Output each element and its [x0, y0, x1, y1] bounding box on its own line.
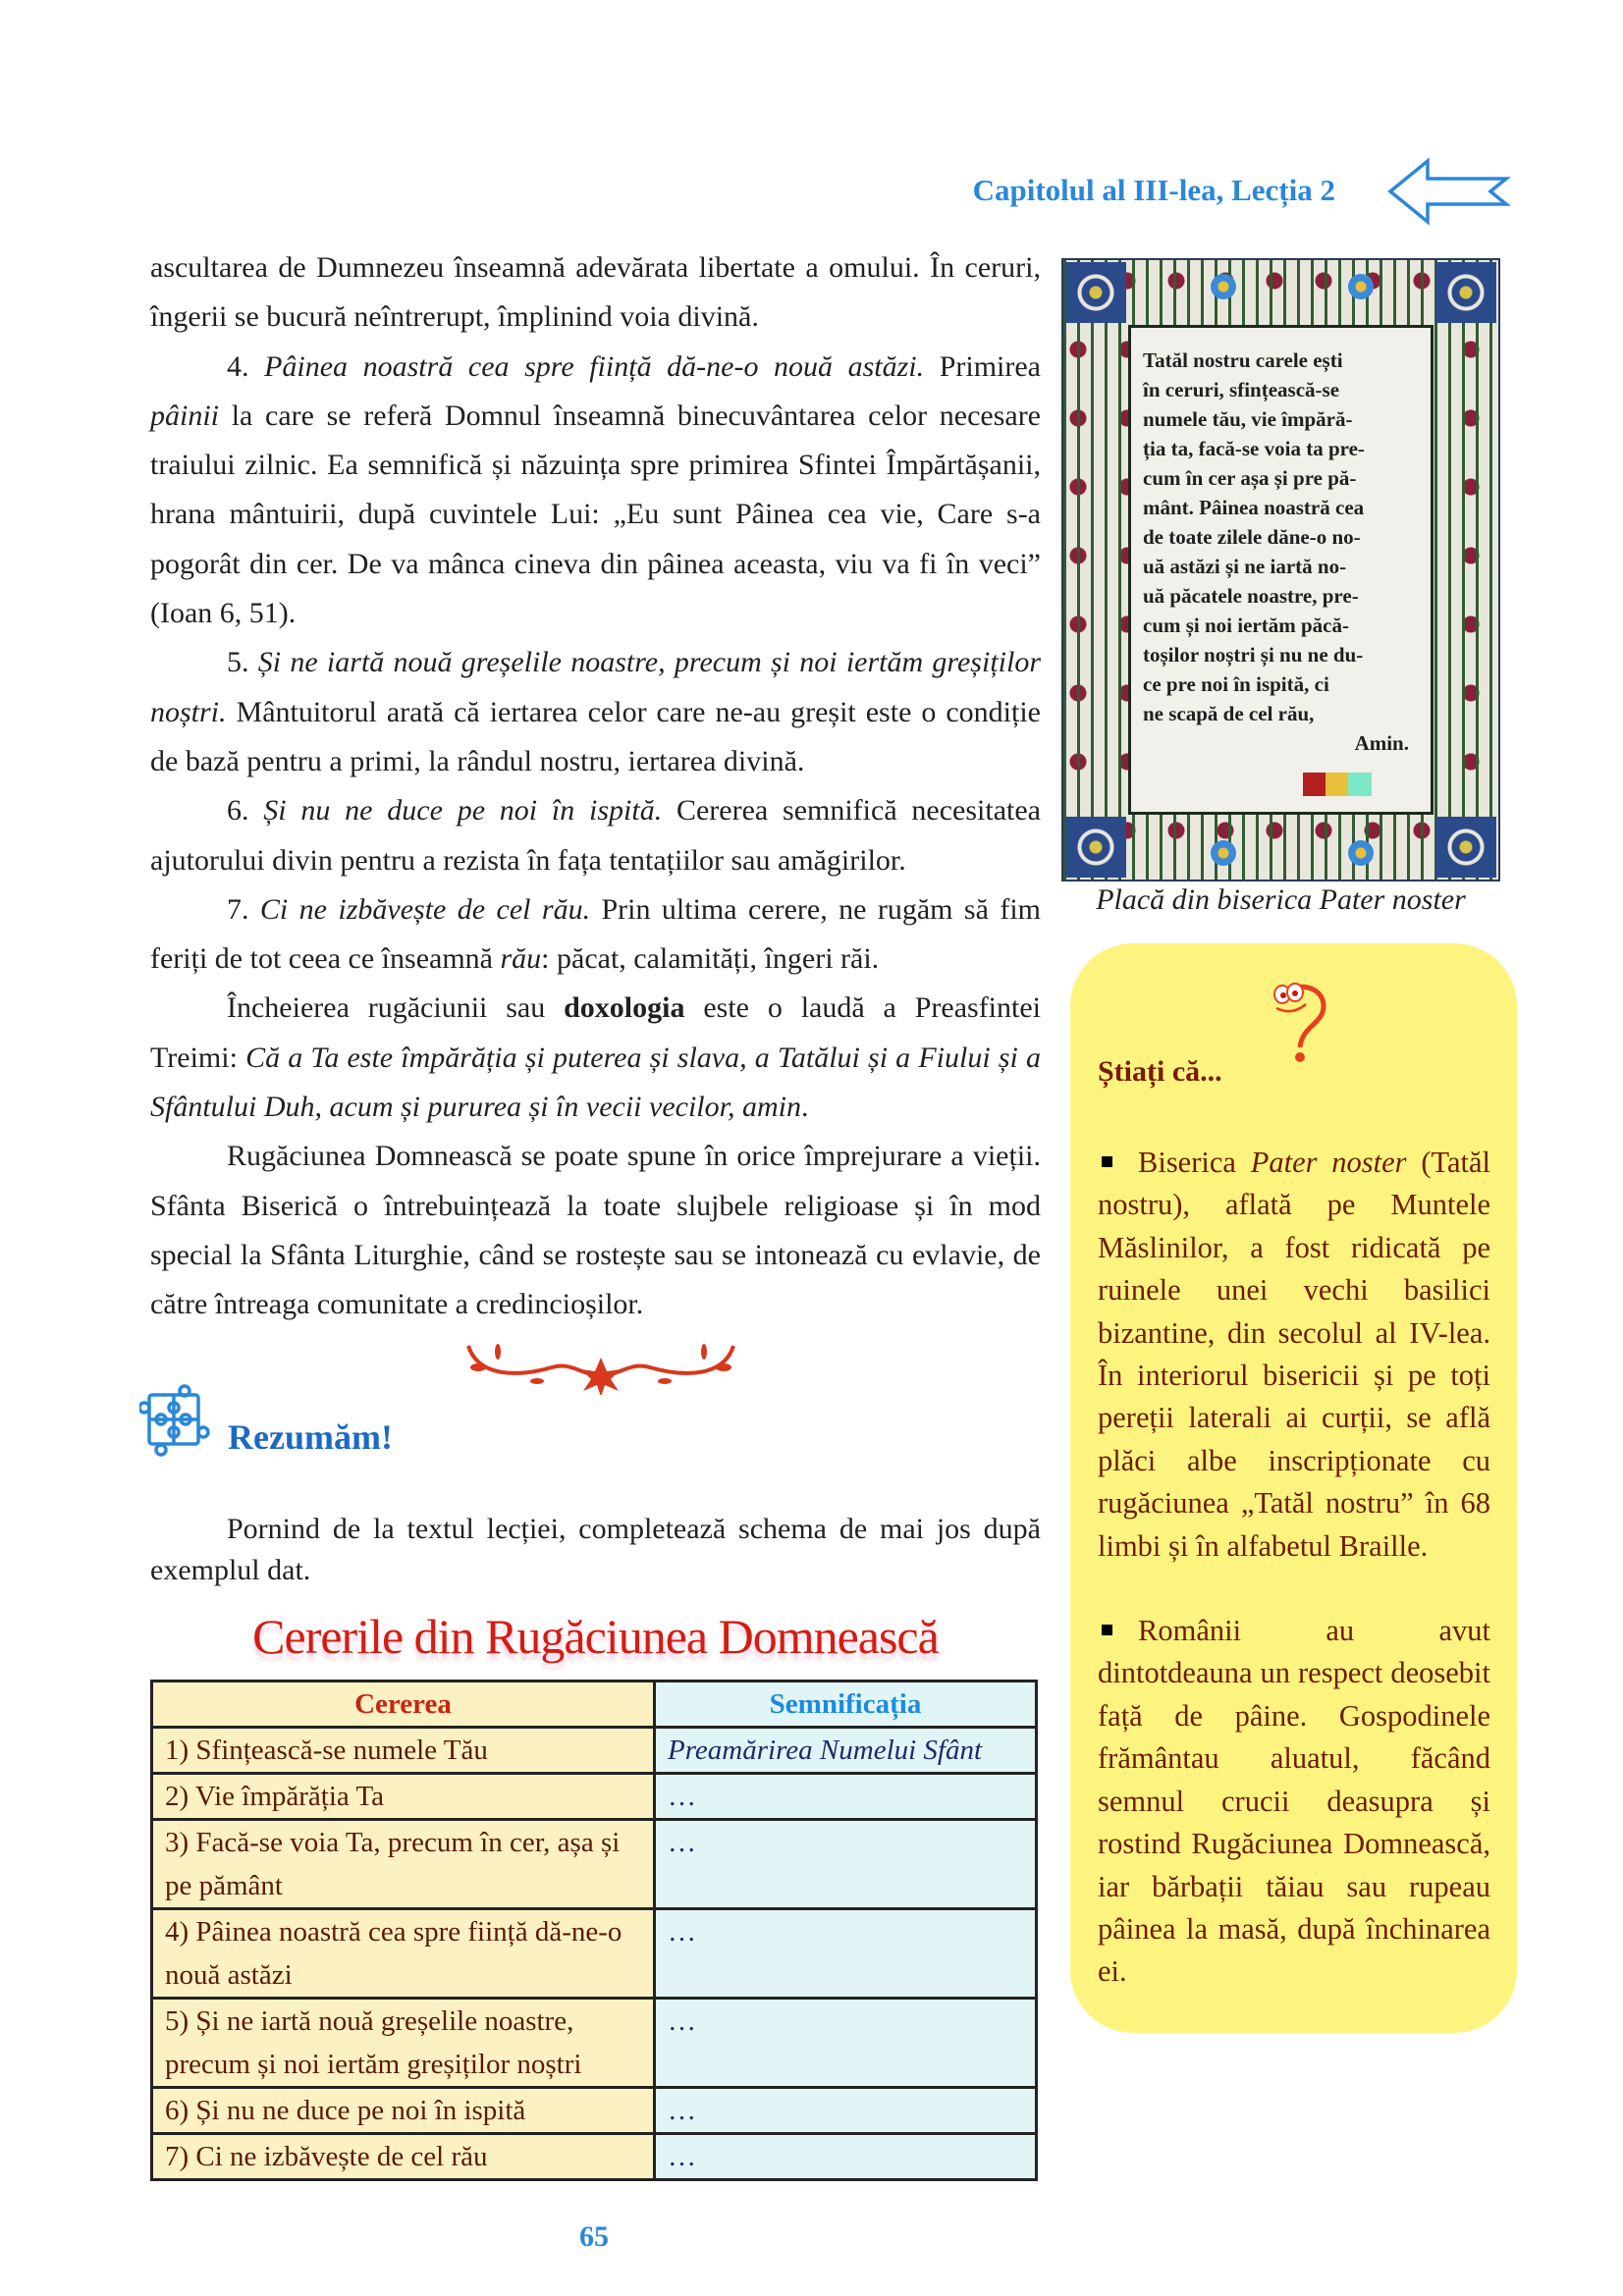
- paragraph: ascultarea de Dumnezeu înseamnă adevărata libertate a omului. În ceruri, îngerii se bucură neîntrerupt, împlinind voia divină.: [150, 251, 1041, 334]
- did-you-know-box: [1070, 943, 1517, 2033]
- request-cell: 7) Ci ne izbăvește de cel rău: [152, 2133, 655, 2179]
- page-number: 65: [579, 2219, 609, 2253]
- question-mark-icon: [1263, 979, 1335, 1063]
- request-cell: 4) Pâinea noastră cea spre ființă dă-ne-o nouă astăzi: [152, 1908, 655, 1998]
- summary-heading: Rezumăm!: [228, 1416, 393, 1457]
- meaning-cell[interactable]: …: [655, 2087, 1037, 2133]
- table-row: [152, 1727, 1037, 1773]
- pater-noster-plaque-image: [1061, 258, 1500, 881]
- tile-ornament-icon: [1435, 262, 1496, 323]
- request-cell: 3) Facă-se voia Ta, precum în cer, așa și pe pământ: [152, 1819, 655, 1908]
- did-you-know-header: [1098, 979, 1490, 1142]
- summary-header: [150, 1383, 1041, 1462]
- table-row: [152, 1773, 1037, 1819]
- table-row: [152, 2133, 1037, 2179]
- flower-icon: [1211, 274, 1236, 299]
- bullet-icon: [1102, 1156, 1112, 1167]
- arrow-left-outline-icon[interactable]: [1386, 157, 1512, 226]
- flower-icon: [1348, 274, 1374, 299]
- request-cell: 1) Sfințească-se numele Tău: [152, 1727, 655, 1773]
- left-column: [150, 243, 1041, 2254]
- fact-item: Biserica Pater noster (Tatăl nostru), aflată pe Muntele Măslinilor, a fost ridicată pe ruinele unei vechi basilici bizantine, din secolul al IV-lea. În interiorul bisericii și pe toți pereții laterali ai curții, se află plăci albe inscripționate cu rugăciunea „Tatăl nostru” în 68 limbi și în alfabetul Braille.: [1098, 1146, 1490, 1563]
- meaning-cell[interactable]: …: [655, 1773, 1037, 1819]
- puzzle-icon: [139, 1383, 218, 1462]
- table-row: [152, 1908, 1037, 1998]
- column-header-meaning: Semnificația: [655, 1681, 1037, 1727]
- meaning-cell[interactable]: …: [655, 1908, 1037, 1998]
- paragraph: Încheierea rugăciunii sau doxologia este o laudă a Preasfintei Treimi: Că a Ta este împărăția și puterea și slava, a Tatălui și a Fiului și a Sfântului Duh, acum și pururea și în vecii vecilor, amin.: [150, 991, 1041, 1124]
- table-title: Cererile din Rugăciunea Domnească: [252, 1608, 939, 1664]
- request-cell: 6) Și nu ne duce pe noi în ispită: [152, 2087, 655, 2133]
- exercise-instruction: Pornind de la textul lecției, completează schema de mai jos după exemplul dat.: [150, 1512, 1041, 1586]
- bullet-icon: [1102, 1625, 1112, 1635]
- column-header-request: Cererea: [152, 1681, 655, 1727]
- paragraph: 6. Și nu ne duce pe noi în ispită. Cererea semnifică necesitatea ajutorului divin pentru a rezista în fața tentațiilor sau amăgirilor.: [150, 794, 1041, 877]
- flower-icon: [1211, 840, 1236, 866]
- request-cell: 2) Vie împărăția Ta: [152, 1773, 655, 1819]
- meaning-cell[interactable]: Preamărirea Numelui Sfânt: [655, 1727, 1037, 1773]
- lesson-body: [150, 243, 1041, 1330]
- image-caption: Placă din biserica Pater noster: [1096, 883, 1466, 916]
- plaque-inscription: Tatăl nostru carele ești în ceruri, sfințească-se numele tău, vie împără- ția ta, facă-se voia ta pre- cum în cer așa și pre pă- mânt. Pâinea noastră cea de toate zilele dăne-o no- uă astăzi și ne iartă no- uă păcatele noastre, pre- cum și noi iertăm păcă- toșilor noștri și nu ne du- ce pre noi în ispită, ci ne scapă de cel rău, Amin.: [1128, 325, 1434, 815]
- chapter-header: Capitolul al III-lea, Lecția 2: [972, 173, 1335, 207]
- table-row: [152, 1819, 1037, 1908]
- requests-table: [150, 1680, 1038, 2181]
- did-you-know-title: Știați că...: [1098, 1055, 1222, 1088]
- table-row: [152, 1998, 1037, 2087]
- fact-item: Românii au avut dintotdeauna un respect deosebit față de pâine. Gospodinele frământau aluatul, făcând semnul crucii deasupra și rostind Rugăciunea Domnească, iar bărbații tăiau sau rupeau pâinea la masă, după închinarea ei.: [1098, 1614, 1490, 1989]
- meaning-cell[interactable]: …: [655, 2133, 1037, 2179]
- meaning-cell[interactable]: …: [655, 1998, 1037, 2087]
- table-header-row: [152, 1681, 1037, 1727]
- meaning-cell[interactable]: …: [655, 1819, 1037, 1908]
- paragraph: 4. Pâinea noastră cea spre ființă dă-ne-o nouă astăzi. Primirea pâinii la care se referă Domnul înseamnă binecuvântarea celor necesare traiului zilnic. Ea semnifică și năzuința spre primirea Sfintei Împărtășanii, hrana mântuirii, după cuvintele Lui: „Eu sunt Pâinea cea vie, Care s-a pogorât din cer. De va mânca cineva din pâinea aceasta, viu va fi în veci” (Ioan 6, 51).: [150, 349, 1042, 630]
- paragraph: 5. Și ne iartă nouă greșelile noastre, precum și noi iertăm greșiților noștri. Mântuitorul arată că iertarea celor care ne-au greșit este o condiție de bază pentru a primi, la rândul nostru, iertarea divină.: [150, 646, 1041, 777]
- request-cell: 5) Și ne iartă nouă greșelile noastre, precum și noi iertăm greșiților noștri: [152, 1998, 655, 2087]
- color-swatch: [1303, 773, 1372, 796]
- tile-ornament-icon: [1065, 262, 1126, 323]
- paragraph: Rugăciunea Domnească se poate spune în orice împrejurare a vieții. Sfânta Biserică o întrebuințează la toate slujbele religioase și în mod special la Sfânta Liturghie, când se rostește sau se intonează cu evlavie, de către întreaga comunitate a credincioșilor.: [150, 1140, 1041, 1321]
- table-row: [152, 2087, 1037, 2133]
- flower-icon: [1348, 840, 1374, 866]
- paragraph: 7. Ci ne izbăvește de cel rău. Prin ultima cerere, ne rugăm să fim feriți de tot ceea ce înseamnă rău: păcat, calamități, îngeri răi.: [150, 892, 1041, 976]
- tile-ornament-icon: [1065, 817, 1126, 878]
- tile-ornament-icon: [1435, 817, 1496, 878]
